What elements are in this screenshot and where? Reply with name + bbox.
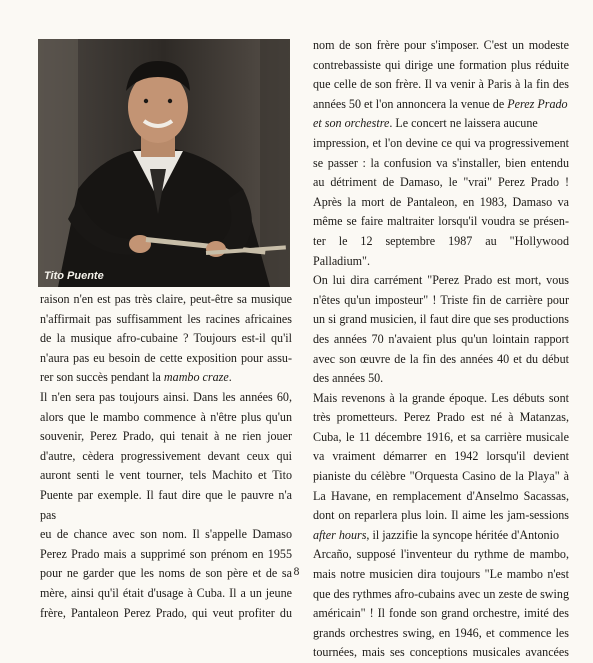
text-line: Il n'en sera pas toujours ainsi. Dans les années 60, [40, 389, 292, 404]
text-line: années 50 et l'on annoncera la venue de Perez Prado [313, 96, 568, 111]
text-line: Mais revenons à la grande époque. Les débuts sont [313, 390, 569, 405]
text-line: des années 70 n'avaient plus qu'un lointain rapport [313, 331, 569, 346]
text-line: ter le 12 septembre 1987 au "Hollywood Palladium". [313, 233, 569, 268]
text-line: Arcaño, supposé l'inventeur du rythme de mambo, [313, 547, 569, 562]
text-line: Cuba, le 11 décembre 1916, et sa carrière musicale [313, 429, 569, 444]
text-line: alors que le mambo commence à n'être plus qu'un [40, 409, 292, 424]
italic-term: after hours [313, 527, 367, 542]
text-line: d'autre, cèdera progressivement devant ceux qui [40, 448, 292, 463]
text-line: nom de son frère pour s'imposer. C'est un modeste [313, 38, 569, 52]
page-number: 8 [293, 566, 300, 578]
text-line: pour ne garder que les noms de son père et de sa [40, 566, 292, 581]
text-line: que des rythmes afro-cubains avec un zeste de swing [313, 586, 569, 601]
italic-term: et son orchestre [313, 116, 390, 131]
text-line: Perez Prado mais a supprimé son prénom en 1955 [40, 546, 292, 561]
text-line: très prometteurs. Perez Prado est né à Matanzas, [313, 410, 569, 425]
text-line: se passer : la confusion va s'installer, bien entendu [313, 155, 569, 170]
text-line: même se faire maltraiter lorsqu'il voudra se présen- [313, 214, 569, 229]
text-line: va vraiment démarrer en 1942 lorsqu'il devient [313, 449, 569, 464]
text-line: mais notre musicien dira toujours "Le mambo n'est [313, 567, 569, 582]
text-line: after hours, il jazzifie la syncope héritée d'Antonio [313, 527, 560, 542]
text-line: de la musique afro-cubaine ? Toujours est-il qu'il [40, 331, 292, 346]
text-line: frère, Pantaleon Perez Prado, qui veut profiter du [40, 605, 292, 620]
photo-caption: Tito Puente [44, 270, 104, 282]
text-line: au détriment de Damaso, le "vrai" Perez Prado ! [313, 175, 569, 190]
text-line: n'aura pas eu besoin de cette exposition pour assu- [40, 350, 292, 365]
photo-illustration [38, 39, 290, 287]
text-line: dont on reparlera plus loin. Il aime les jam-sessions [313, 508, 569, 523]
text-line: américain" ! Il fonde son grand orchestre, imité des [313, 606, 569, 621]
text-line: n'affirmait pas suffisamment les racines africaines [40, 311, 292, 326]
text-line: grands orchestres swing, en 1946, et commence les [313, 625, 569, 640]
text-line: et son orchestre. Le concert ne laissera aucune [313, 116, 538, 131]
italic-term: Perez Prado [507, 96, 568, 111]
italic-term: mambo craze [163, 370, 229, 385]
text-line: tournées, mais ses conceptions musicales avancées [313, 645, 569, 660]
text-line: La Havane, en remplacement d'Anselmo Sacassas, [313, 488, 569, 503]
text-line: que celle de son frère. Il va venir à Paris à la fin des [313, 77, 569, 92]
photo-tito-puente [38, 39, 290, 287]
text-line: des années 50. [313, 371, 384, 386]
text-line: eu de chance avec son nom. Il s'appelle Damaso [40, 527, 292, 542]
text-line: Après la mort de Pantaleon, en 1983, Damaso va [313, 194, 569, 209]
text-line: auront senti le vent tourner, tels Machito et Tito [40, 468, 292, 483]
text-line: un si grand musicien, il faut dire que ses productions [313, 312, 569, 327]
text-line: contrebassiste qui dirige une formation plus réduite [313, 57, 569, 72]
text-line: impression, et l'on devine ce qui va progressivement [313, 135, 569, 150]
text-line: mère, ainsi qu'il était d'usage à Cuba. Il a un jeune [40, 585, 292, 600]
text-line: raison n'en est pas très claire, peut-être sa musique [40, 292, 292, 306]
text-line: n'êtes qu'un imposteur" ! Triste fin de carrière pour [313, 292, 569, 307]
text-line: On lui dira carrément "Perez Prado est mort, vous [313, 273, 569, 288]
text-line: Puente par exemple. Il faut dire que le pauvre n'a pas [40, 487, 292, 522]
text-line: souvenir, Perez Prado, qui tenait à ne rien jouer [40, 429, 292, 444]
text-line: rer son succès pendant la mambo craze. [40, 370, 232, 385]
text-line: pianiste du célèbre "Orquesta Casino de la Playa" à [313, 469, 569, 484]
text-line: avec son œuvre de la fin des années 40 et du début [313, 351, 569, 366]
